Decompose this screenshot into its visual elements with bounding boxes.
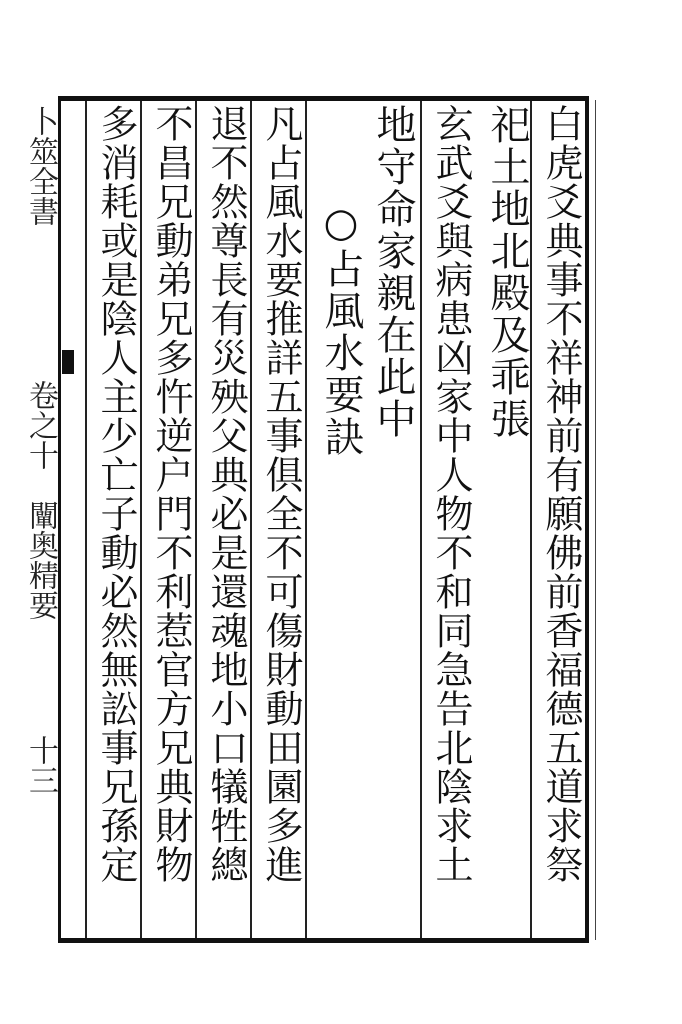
text-column-3: 玄武爻與病患凶家中人物不和同急告北陰求土 [429, 104, 473, 884]
margin-book-title: 卜筮全書 [23, 106, 58, 226]
text-column-9: 多消耗或是陰人主少亡子動必然無訟事兄孫定 [94, 104, 138, 884]
text-column-7: 退不然尊長有災殃父典必是還魂地小口犠牲總 [204, 104, 248, 884]
column-divider [305, 101, 307, 938]
text-column-2: 祀土地北殿及乖張 [484, 104, 530, 440]
text-column-1: 白虎爻典事不祥神前有願佛前香福德五道求祭 [539, 104, 583, 884]
margin-chapter: 闡奥精要 [23, 500, 58, 620]
frame-right-border [585, 96, 589, 943]
column-divider [195, 101, 197, 938]
column-divider [250, 101, 252, 938]
column-divider [420, 101, 422, 938]
text-column-8: 不昌兄動弟兄多忤逆户門不利惹官方兄典財物 [149, 104, 193, 884]
column-divider [85, 101, 87, 938]
frame-top-border [58, 96, 588, 101]
frame-inner-line [595, 100, 596, 940]
column-divider [140, 101, 142, 938]
fish-tail-mark [62, 350, 74, 374]
text-column-6: 凡占風水要推詳五事俱全不可傷財動田園多進 [259, 104, 303, 884]
text-column-4: 地守命家親在此中 [370, 104, 416, 440]
frame-left-border [58, 96, 61, 943]
column-divider [530, 101, 532, 938]
section-heading: ○占風水要訣 [318, 200, 364, 458]
margin-volume: 卷之十 [23, 380, 58, 470]
frame-bottom-border [58, 938, 588, 943]
margin-page-number: 十三 [23, 735, 58, 795]
